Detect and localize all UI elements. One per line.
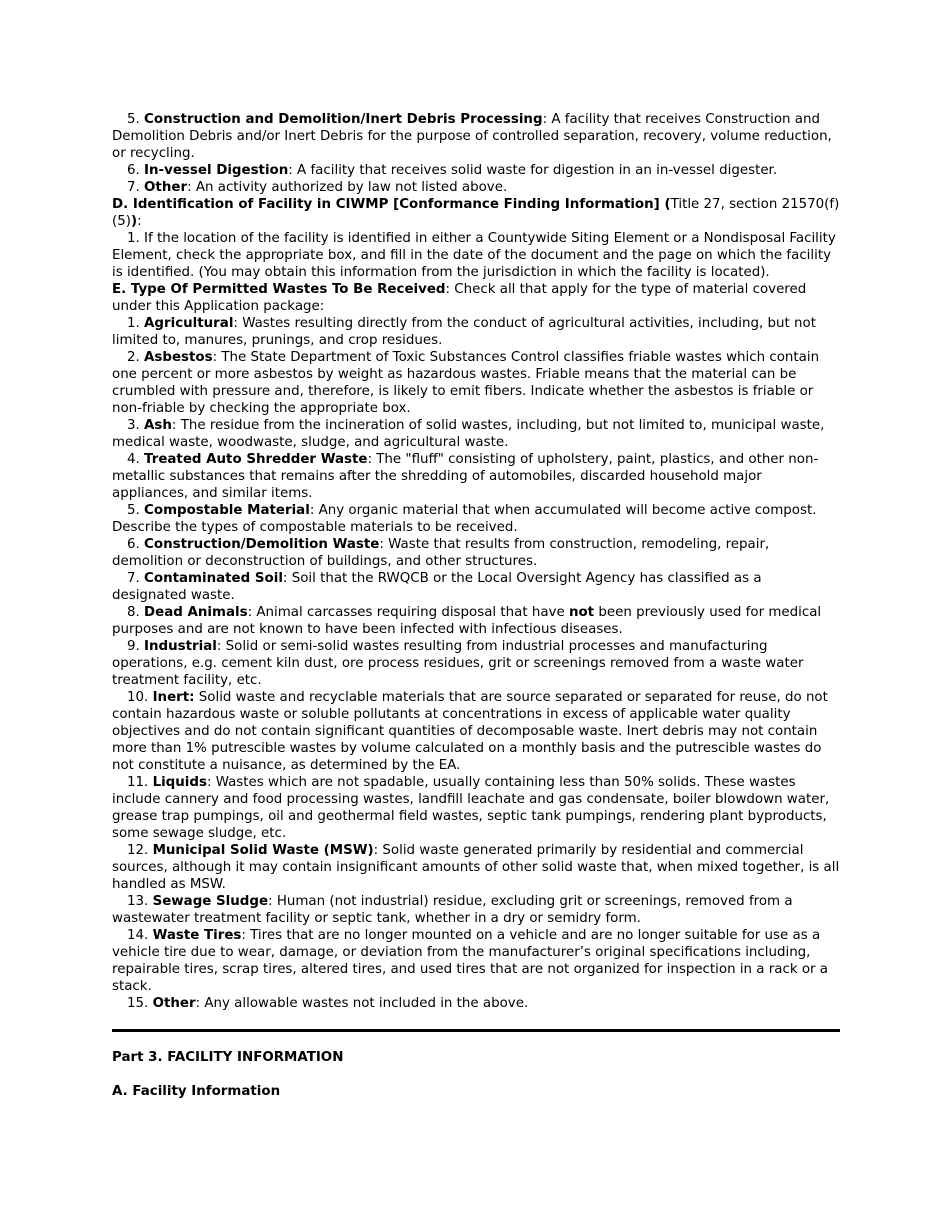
waste-type-item-4 [112, 451, 840, 502]
item-text: : An activity authorized by law not listed above. [187, 180, 508, 195]
item-text: : A facility that receives solid waste for digestion in an in-vessel digester. [288, 163, 778, 178]
waste-type-item-10 [112, 689, 840, 774]
waste-type-item-7 [112, 570, 840, 604]
item-text: : Human (not industrial) residue, excluding grit or screenings, removed from a wastewater treatment facility or septic tank, whether in a dry or semidry form. [112, 894, 793, 926]
item-text: : Soil that the RWQCB or the Local Oversight Agency has classified as a designated waste. [112, 571, 762, 603]
section-d-heading [112, 196, 840, 230]
item-number: 12. [127, 843, 149, 858]
item-number: 7. [127, 571, 140, 586]
item-text: : The State Department of Toxic Substances Control classifies friable wastes which contain one percent or more asbestos by weight as hazardous wastes. Friable means that the material can be crumbled with pressure and, therefore, is likely to emit fibers. Indicate whether the asbestos is friable or non-friable by checking the appropriate box. [112, 350, 820, 416]
waste-type-item-11 [112, 774, 840, 842]
item-number: 10. [127, 690, 149, 705]
item-number: 2. [127, 350, 140, 365]
item-text: : Wastes which are not spadable, usually containing less than 50% solids. These wastes include cannery and food processing wastes, landfill leachate and gas condensate, boiler blowdown water, grease trap pumpings, oil and geothermal field wastes, septic tank pumpings, rendering plant byproducts, some sewage sludge, etc. [112, 775, 830, 841]
item-number: 1. [127, 231, 140, 246]
item-text: : Any allowable wastes not included in the above. [195, 996, 529, 1011]
waste-type-item-3 [112, 417, 840, 451]
item-number: 3. [127, 418, 140, 433]
item-text: : Any organic material that when accumulated will become active compost. Describe the types of compostable materials to be received. [112, 503, 817, 535]
item-term: Inert: [152, 690, 195, 705]
waste-type-item-1 [112, 315, 840, 349]
item-number: 9. [127, 639, 140, 654]
item-term: Other [144, 180, 188, 195]
item-term: Industrial [144, 639, 217, 654]
item-number: 13. [127, 894, 149, 909]
item-term: Liquids [152, 775, 207, 790]
item-text: : The residue from the incineration of solid wastes, including, but not limited to, municipal waste, medical waste, woodwaste, sludge, and agricultural waste. [112, 418, 825, 450]
activity-item-5 [112, 111, 840, 162]
waste-type-item-2 [112, 349, 840, 417]
item-term: Construction and Demolition/Inert Debris Processing [144, 112, 543, 127]
waste-type-item-5 [112, 502, 840, 536]
part-3-heading: Part 3. FACILITY INFORMATION [112, 1050, 344, 1065]
item-text: Solid waste and recyclable materials that are source separated or separated for reuse, do not contain hazardous waste or soluble pollutants at concentrations in excess of applicable water quality objectives and do not contain significant quantities of decomposable waste. Inert debris may not contain more than 1% putrescible wastes by volume calculated on a monthly basis and the putrescible wastes do not constitute a nuisance, as determined by the EA. [112, 690, 828, 773]
item-term: In-vessel Digestion [144, 163, 289, 178]
waste-type-item-12 [112, 842, 840, 893]
waste-type-item-13 [112, 893, 840, 927]
section-e-heading [112, 281, 840, 315]
item-text: : The "fluff" consisting of upholstery, paint, plastics, and other non-metallic substances that remains after the shredding of automobiles, discarded household major appliances, and similar items. [112, 452, 819, 501]
section-e-title: E. Type Of Permitted Wastes To Be Received [112, 282, 446, 297]
waste-type-item-8 [112, 604, 840, 638]
item-term: Treated Auto Shredder Waste [144, 452, 368, 467]
item-text: : Solid or semi-solid wastes resulting from industrial processes and manufacturing operations, e.g. cement kiln dust, ore process residues, grit or screenings removed from a waste water treatment facility, etc. [112, 639, 804, 688]
section-divider [112, 1029, 840, 1032]
item-number: 1. [127, 316, 140, 331]
item-number: 6. [127, 537, 140, 552]
item-number: 14. [127, 928, 149, 943]
item-emphasis: not [568, 605, 595, 620]
activity-item-6 [112, 162, 840, 179]
item-term: Municipal Solid Waste (MSW) [152, 843, 374, 858]
item-text-pre: : Animal carcasses requiring disposal that have [247, 605, 569, 620]
item-text: If the location of the facility is identified in either a Countywide Siting Element or a Nondisposal Facility Element, check the appropriate box, and fill in the date of the document and the page on which the facility is identified. (You may obtain this information from the jurisdiction in which the facility is located). [112, 231, 836, 280]
item-text: : A facility that receives Construction and Demolition Debris and/or Inert Debris for the purpose of controlled separation, recovery, volume reduction, or recycling. [112, 112, 832, 161]
item-text: : Solid waste generated primarily by residential and commercial sources, although it may contain insignificant amounts of other solid waste that, when mixed together, is all handled as MSW. [112, 843, 840, 892]
section-d-colon: : [137, 214, 142, 229]
section-d-title: D. Identification of Facility in CIWMP [Conformance Finding Information] ( [112, 197, 671, 212]
subsection-title: . Facility Information [122, 1084, 281, 1099]
item-term: Dead Animals [144, 605, 248, 620]
item-term: Waste Tires [152, 928, 242, 943]
item-term: Agricultural [144, 316, 234, 331]
item-number: 5. [127, 112, 140, 127]
facility-information-heading [112, 1083, 840, 1100]
section-d-item-1 [112, 230, 840, 281]
item-number: 6. [127, 163, 140, 178]
item-term: Contaminated Soil [144, 571, 283, 586]
item-term: Ash [144, 418, 172, 433]
waste-type-item-6 [112, 536, 840, 570]
subsection-letter: A [112, 1084, 123, 1099]
item-text: : Waste that results from construction, remodeling, repair, demolition or deconstruction of buildings, and other structures. [112, 537, 770, 569]
item-text: been previously used for medical purposes and are not known to have been infected with infectious diseases. [112, 605, 822, 637]
item-number: 11. [127, 775, 149, 790]
item-number: 15. [127, 996, 149, 1011]
item-term: Construction/Demolition Waste [144, 537, 380, 552]
section-d-citation: Title 27, section 21570(f)(5) [112, 197, 840, 229]
section-d-close-paren: ) [130, 214, 138, 229]
item-term: Compostable Material [144, 503, 310, 518]
waste-type-item-9 [112, 638, 840, 689]
waste-type-item-15 [112, 995, 840, 1012]
item-term: Sewage Sludge [152, 894, 269, 909]
item-number: 7. [127, 180, 140, 195]
item-text: : Tires that are no longer mounted on a vehicle and are no longer suitable for use as a vehicle tire due to wear, damage, or deviation from the manufacturer’s original specifications including, repairable tires, scrap tires, altered tires, and used tires that are not organized for inspection in a rack or a stack. [112, 928, 828, 994]
document-body [112, 111, 840, 1100]
item-term: Asbestos [144, 350, 213, 365]
item-text: : Wastes resulting directly from the conduct of agricultural activities, including, but not limited to, manures, prunings, and crop residues. [112, 316, 816, 348]
item-term: Other [152, 996, 196, 1011]
section-e-instructions: : Check all that apply for the type of material covered under this Application package: [112, 282, 807, 314]
waste-type-item-14 [112, 927, 840, 995]
activity-item-7 [112, 179, 840, 196]
item-number: 5. [127, 503, 140, 518]
item-number: 4. [127, 452, 140, 467]
item-number: 8. [127, 605, 140, 620]
